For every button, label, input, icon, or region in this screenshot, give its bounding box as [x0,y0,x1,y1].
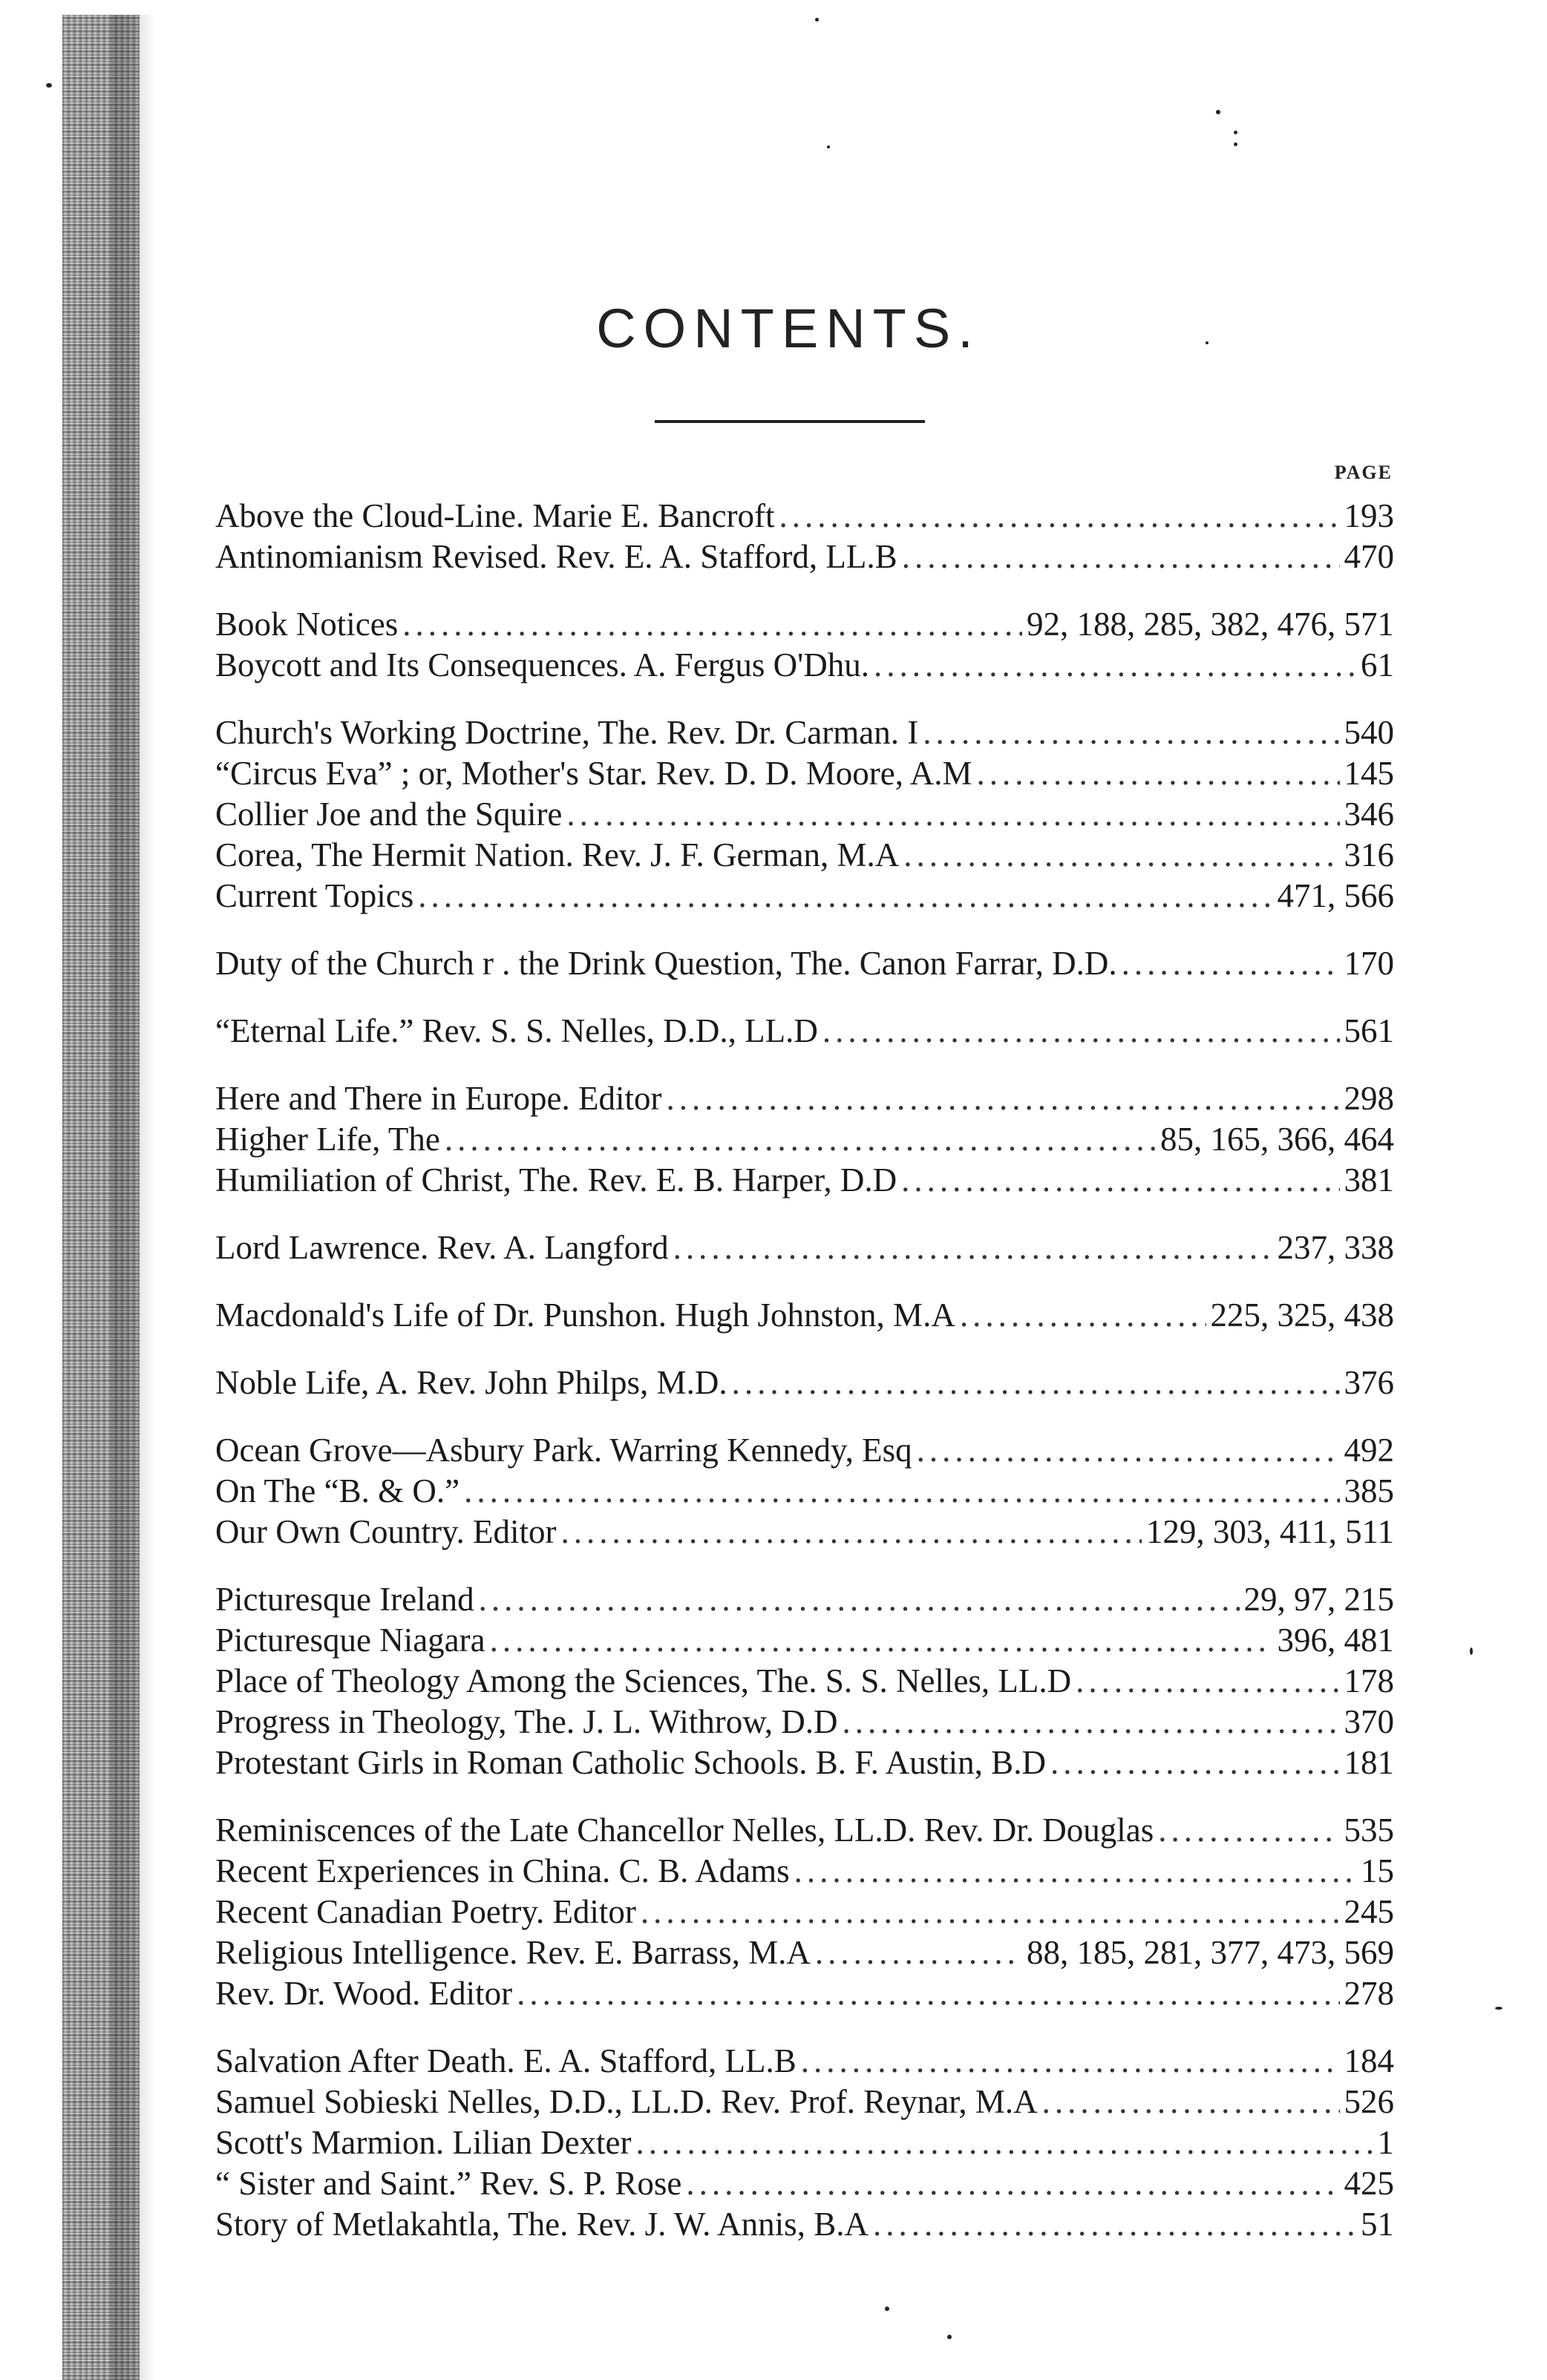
toc-letter-group [215,712,1394,917]
dot-leader [801,2041,1340,2082]
toc-entry-pages: 51 [1361,2206,1394,2243]
ink-speck [1234,131,1237,134]
page-binding-shadow [111,15,156,2380]
ink-speck [46,83,52,88]
toc-entry-title: Church's Working Doctrine, The. Rev. Dr. Carman. I [215,714,919,751]
toc-entry [215,1932,1394,1973]
toc-letter-group [215,943,1394,984]
toc-entry-title: Higher Life, The [215,1121,440,1158]
table-of-contents [215,496,1394,2272]
toc-entry [215,2082,1394,2122]
toc-entry [215,1620,1394,1661]
dot-leader [977,753,1340,794]
dot-leader [418,876,1272,917]
toc-entry [215,1160,1394,1201]
dot-leader [794,1851,1356,1892]
toc-entry [215,1702,1394,1743]
toc-entry-pages: 370 [1344,1703,1394,1740]
toc-entry-pages: 145 [1344,755,1394,792]
toc-entry [215,1661,1394,1702]
toc-letter-group [215,1579,1394,1783]
toc-entry-title: Antinomianism Revised. Rev. E. A. Stafford, LL.B [215,538,897,575]
toc-entry-title: Humiliation of Christ, The. Rev. E. B. Harper, D.D [215,1161,897,1199]
dot-leader [1050,1743,1340,1783]
toc-entry-title: Macdonald's Life of Dr. Punshon. Hugh Johnston, M.A [215,1296,955,1334]
ink-speck [1495,2007,1502,2010]
toc-letter-group [215,496,1394,577]
toc-entry-pages: 540 [1344,714,1394,751]
ink-speck [947,2335,952,2339]
toc-entry-pages: 170 [1344,945,1394,982]
toc-entry [215,1430,1394,1471]
toc-entry-pages: 396, 481 [1277,1622,1394,1659]
dot-leader [1158,1810,1339,1851]
toc-letter-group [215,1295,1394,1336]
toc-entry-pages: 381 [1344,1161,1394,1199]
toc-entry-pages: 85, 165, 366, 464 [1160,1121,1394,1158]
dot-leader [873,2204,1356,2245]
dot-leader [566,794,1339,835]
toc-entry-title: Recent Experiences in China. C. B. Adams [215,1852,790,1889]
dot-leader [779,496,1340,537]
toc-entry-pages: 15 [1361,1852,1394,1889]
toc-entry-title: Protestant Girls in Roman Catholic Schools. B. F. Austin, B.D [215,1744,1046,1781]
toc-entry-title: Salvation After Death. E. A. Stafford, LL.B [215,2042,797,2079]
toc-entry [215,537,1394,577]
toc-entry-title: Progress in Theology, The. J. L. Withrow, D.D [215,1703,838,1740]
toc-entry-title: Scott's Marmion. Lilian Dexter [215,2124,632,2161]
toc-entry-pages: 376 [1344,1364,1394,1401]
toc-entry-title: Place of Theology Among the Sciences, The. S. S. Nelles, LL.D [215,1662,1072,1699]
toc-letter-group [215,1011,1394,1052]
toc-entry-pages: 129, 303, 411, 511 [1145,1513,1394,1550]
toc-letter-group [215,1078,1394,1201]
toc-entry [215,2122,1394,2163]
toc-entry-pages: 492 [1344,1432,1394,1469]
toc-entry [215,1363,1394,1403]
dot-leader [901,1160,1339,1201]
toc-letter-group [215,604,1394,686]
ink-speck [827,145,830,148]
ink-speck [1234,142,1237,146]
toc-entry-pages: 470 [1344,538,1394,575]
toc-entry-title: On The “B. & O.” [215,1472,460,1509]
toc-entry [215,794,1394,835]
toc-entry-pages: 178 [1344,1662,1394,1699]
toc-entry [215,1743,1394,1783]
toc-entry-pages: 471, 566 [1277,877,1394,914]
toc-entry [215,1973,1394,2014]
toc-entry-title: Ocean Grove—Asbury Park. Warring Kennedy, Esq [215,1432,912,1469]
toc-entry [215,712,1394,753]
dot-leader [1076,1661,1339,1702]
dot-leader [686,2163,1339,2204]
dot-leader [561,1512,1142,1553]
toc-entry-pages: 92, 188, 285, 382, 476, 571 [1027,606,1394,643]
dot-leader [902,537,1340,577]
toc-entry-title: Religious Intelligence. Rev. E. Barrass, M.A [215,1934,811,1971]
toc-letter-group [215,1227,1394,1268]
dot-leader [732,1363,1340,1403]
toc-entry [215,1011,1394,1052]
toc-entry-pages: 535 [1344,1812,1394,1849]
toc-entry-pages: 184 [1344,2042,1394,2079]
toc-entry [215,496,1394,537]
ink-speck [1470,1648,1473,1655]
toc-entry-title: Corea, The Hermit Nation. Rev. J. F. German, M.A [215,836,900,873]
ink-speck [885,2307,889,2311]
title-divider [655,420,925,423]
toc-entry-pages: 526 [1344,2083,1394,2120]
toc-entry [215,1078,1394,1119]
dot-leader [923,712,1339,753]
toc-entry-title: Story of Metlakahtla, The. Rev. J. W. Annis, B.A [215,2206,869,2243]
toc-entry-pages: 181 [1344,1744,1394,1781]
dot-leader [479,1579,1240,1620]
dot-leader [673,1227,1273,1268]
toc-entry-pages: 193 [1344,497,1394,534]
toc-entry-pages: 425 [1344,2165,1394,2202]
toc-entry [215,1851,1394,1892]
dot-leader [960,1295,1206,1336]
dot-leader [1122,943,1340,984]
toc-entry-title: “ Sister and Saint.” Rev. S. P. Rose [215,2165,682,2202]
toc-entry [215,1579,1394,1620]
toc-entry-title: Picturesque Niagara [215,1622,485,1659]
toc-entry-pages: 298 [1344,1080,1394,1117]
toc-entry-title: Book Notices [215,606,399,643]
page-title: CONTENTS. [596,298,981,359]
dot-leader [822,1011,1340,1052]
toc-entry [215,835,1394,876]
dot-leader [490,1620,1273,1661]
toc-entry-title: “Eternal Life.” Rev. S. S. Nelles, D.D., LL.D [215,1012,818,1049]
toc-entry-title: Collier Joe and the Squire [215,796,563,833]
toc-entry [215,604,1394,645]
toc-letter-group [215,2041,1394,2245]
toc-entry-title: Boycott and Its Consequences. A. Fergus O'Dhu. [215,646,869,683]
dot-leader [917,1430,1340,1471]
toc-entry-title: Reminiscences of the Late Chancellor Nelles, LL.D. Rev. Dr. Douglas [215,1812,1154,1849]
toc-letter-group [215,1430,1394,1553]
toc-entry-pages: 1 [1377,2124,1394,2161]
toc-entry [215,1892,1394,1932]
toc-entry [215,1512,1394,1553]
toc-entry-title: Rev. Dr. Wood. Editor [215,1975,513,2012]
toc-entry-pages: 346 [1344,796,1394,833]
dot-leader [666,1078,1339,1119]
toc-entry-pages: 385 [1344,1472,1394,1509]
toc-entry-title: Lord Lawrence. Rev. A. Langford [215,1229,669,1266]
toc-entry [215,943,1394,984]
dot-leader [903,835,1339,876]
ink-speck [1216,110,1220,114]
dot-leader [1042,2082,1340,2122]
toc-entry [215,876,1394,917]
dot-leader [843,1702,1340,1743]
toc-entry-title: Here and There in Europe. Editor [215,1080,662,1117]
page-column-header: PAGE [1334,462,1393,483]
toc-entry [215,1119,1394,1160]
toc-entry-title: Picturesque Ireland [215,1581,474,1618]
dot-leader [874,645,1356,686]
toc-entry [215,1227,1394,1268]
toc-entry [215,1295,1394,1336]
toc-entry-pages: 88, 185, 281, 377, 473, 569 [1027,1934,1394,1971]
dot-leader [402,604,1022,645]
toc-entry-title: Duty of the Church r . the Drink Question, The. Canon Farrar, D.D. [215,945,1117,982]
toc-entry-title: Current Topics [215,877,414,914]
toc-entry-title: “Circus Eva” ; or, Mother's Star. Rev. D. D. Moore, A.M [215,755,972,792]
toc-entry-pages: 237, 338 [1277,1229,1394,1266]
toc-entry-pages: 61 [1361,646,1394,683]
toc-entry [215,1810,1394,1851]
toc-entry-pages: 245 [1344,1893,1394,1930]
toc-entry [215,2163,1394,2204]
dot-leader [445,1119,1156,1160]
dot-leader [641,1892,1340,1932]
toc-entry-title: Noble Life, A. Rev. John Philps, M.D. [215,1364,727,1401]
toc-letter-group [215,1363,1394,1403]
dot-leader [517,1973,1339,2014]
toc-entry-pages: 316 [1344,836,1394,873]
toc-entry [215,2041,1394,2082]
dot-leader [636,2122,1373,2163]
toc-entry [215,753,1394,794]
dot-leader [815,1932,1022,1973]
toc-entry-title: Recent Canadian Poetry. Editor [215,1893,636,1930]
ink-speck [815,18,819,22]
toc-entry-pages: 561 [1344,1012,1394,1049]
toc-entry-title: Above the Cloud-Line. Marie E. Bancroft [215,497,775,534]
toc-letter-group [215,1810,1394,2014]
toc-entry-title: Our Own Country. Editor [215,1513,557,1550]
toc-entry-title: Samuel Sobieski Nelles, D.D., LL.D. Rev. Prof. Reynar, M.A [215,2083,1038,2120]
toc-entry-pages: 278 [1344,1975,1394,2012]
toc-entry [215,2204,1394,2245]
toc-entry [215,1471,1394,1512]
toc-entry-pages: 29, 97, 215 [1243,1581,1394,1618]
toc-entry-pages: 225, 325, 438 [1210,1296,1394,1334]
toc-entry [215,645,1394,686]
dot-leader [464,1471,1339,1512]
